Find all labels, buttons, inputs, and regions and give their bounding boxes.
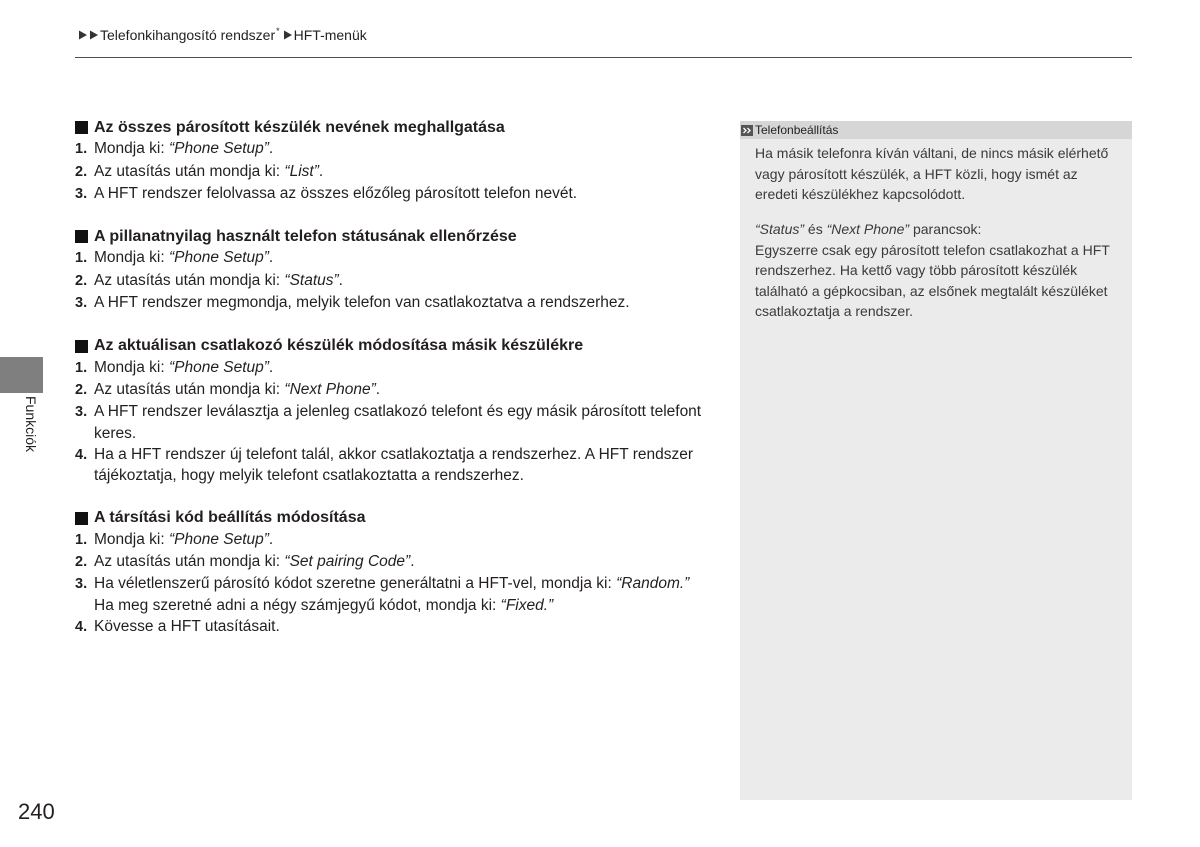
chapter-tab-marker xyxy=(0,357,43,393)
section-heading xyxy=(75,335,709,356)
voice-command: “Phone Setup” xyxy=(168,530,269,548)
step-text-part: . xyxy=(268,530,274,548)
step-text-part: Mondja ki: xyxy=(94,140,169,158)
chapter-tab-label: Funkciók xyxy=(23,396,39,453)
section-heading-text: Az aktuálisan csatlakozó készülék módosítása másik készülékre xyxy=(94,337,584,355)
sidebar-note xyxy=(740,121,1132,800)
step-text xyxy=(94,247,708,268)
step-list xyxy=(75,529,709,638)
section-change-pairing-code xyxy=(75,507,709,638)
step-item xyxy=(75,529,709,551)
step-text-part: Mondja ki: xyxy=(94,530,169,548)
step-text-part: Mondja ki: xyxy=(94,249,169,267)
step-text-part: . xyxy=(375,380,381,398)
square-bullet-icon xyxy=(75,512,88,525)
step-item xyxy=(75,444,709,487)
step-number: 1. xyxy=(75,359,88,376)
main-content xyxy=(75,117,709,638)
section-listen-paired-phones xyxy=(75,117,709,205)
reference-arrow-icon xyxy=(741,125,753,136)
step-text-part: Kövesse a HFT utasításait. xyxy=(94,617,280,635)
step-number: 3. xyxy=(75,295,88,312)
step-text xyxy=(94,573,708,616)
step-text-part: Ha a HFT rendszer új telefont talál, akkor csatlakoztatja a rendszerhez. A HFT rendszer tájékoztatja, hogy melyik telefont csatlakoztatta a rendszerhez. xyxy=(94,445,694,485)
breadcrumb xyxy=(78,26,367,44)
breadcrumb-asterisk: * xyxy=(276,26,280,36)
step-item xyxy=(75,379,709,401)
header-divider xyxy=(75,57,1132,58)
step-text xyxy=(94,616,708,637)
step-number: 1. xyxy=(75,250,88,267)
step-item xyxy=(75,292,709,314)
step-text-part: Mondja ki: xyxy=(94,358,169,376)
breadcrumb-arrow-icon xyxy=(283,30,293,40)
step-text xyxy=(94,357,708,378)
step-text xyxy=(94,401,708,444)
step-text-part: A HFT rendszer felolvassa az összes előzőleg párosított telefon nevét. xyxy=(94,184,578,202)
step-text-part: Az utasítás után mondja ki: xyxy=(94,162,285,180)
step-text-part: . xyxy=(410,553,415,571)
step-number: 1. xyxy=(75,531,88,548)
step-number: 3. xyxy=(75,576,88,593)
sidebar-text-part: parancsok: xyxy=(909,221,982,237)
section-change-connected-phone xyxy=(75,335,709,486)
voice-command: “Phone Setup” xyxy=(168,358,269,376)
step-text-part: Az utasítás után mondja ki: xyxy=(94,271,285,289)
sidebar-paragraph: Ha másik telefonra kíván váltani, de nincs másik elérhető vagy párosított készülék, a HFT közli, hogy ismét az eredeti készülékhez kapcsolódott. xyxy=(755,145,1109,202)
step-text xyxy=(94,138,708,159)
step-number: 2. xyxy=(75,272,88,289)
step-item xyxy=(75,183,709,205)
square-bullet-icon xyxy=(75,340,88,353)
step-text xyxy=(94,292,708,313)
sidebar-title: Telefonbeállítás xyxy=(755,123,839,137)
voice-command: “Next Phone” xyxy=(826,221,910,237)
step-text xyxy=(94,270,708,291)
step-number: 1. xyxy=(75,141,88,158)
step-text xyxy=(94,529,708,550)
step-text-part: A HFT rendszer megmondja, melyik telefon van csatlakoztatva a rendszerhez. xyxy=(94,294,630,312)
breadcrumb-parent: Telefonkihangosító rendszer xyxy=(100,27,276,43)
breadcrumb-arrow-icon xyxy=(78,30,88,40)
step-text xyxy=(94,444,708,487)
step-item xyxy=(75,616,709,638)
voice-command: “Random.” xyxy=(616,575,690,593)
step-number: 4. xyxy=(75,618,88,635)
step-number: 3. xyxy=(75,404,88,421)
sidebar-body xyxy=(740,139,1132,322)
step-item xyxy=(75,138,709,160)
section-heading xyxy=(75,117,709,138)
sidebar-paragraph: Egyszerre csak egy párosított telefon csatlakozhat a HFT rendszerhez. Ha kettő vagy több párosított készülék található a gépkocsiban, az elsőnek megtalált készüléket csatlakoztatja a rendszer. xyxy=(755,241,1110,319)
square-bullet-icon xyxy=(75,230,88,243)
step-list xyxy=(75,357,709,487)
step-number: 2. xyxy=(75,381,88,398)
step-text-part: . xyxy=(268,249,274,267)
step-text-part: Az utasítás után mondja ki: xyxy=(94,380,285,398)
step-item xyxy=(75,573,709,616)
voice-command: “Phone Setup” xyxy=(168,249,269,267)
voice-command: “Next Phone” xyxy=(284,380,376,398)
step-text-part: Az utasítás után mondja ki: xyxy=(94,553,285,571)
step-number: 3. xyxy=(75,185,88,202)
section-heading xyxy=(75,226,709,247)
step-item xyxy=(75,401,709,444)
sidebar-text-part: és xyxy=(804,221,827,237)
step-number: 4. xyxy=(75,446,88,463)
step-text-part: A HFT rendszer leválasztja a jelenleg csatlakozó telefont és egy másik párosított telefont keres. xyxy=(94,403,702,442)
step-number: 2. xyxy=(75,554,88,571)
section-heading-text: A pillanatnyilag használt telefon státusának ellenőrzése xyxy=(94,228,517,246)
step-text-part: . xyxy=(318,162,324,180)
step-item xyxy=(75,247,709,269)
page-number: 240 xyxy=(18,799,55,824)
sidebar-header xyxy=(740,121,1132,139)
voice-command: “List” xyxy=(284,162,319,180)
step-list xyxy=(75,138,709,205)
step-text xyxy=(94,183,708,204)
step-text-part: . xyxy=(338,271,343,289)
square-bullet-icon xyxy=(75,121,88,134)
voice-command: “Fixed.” xyxy=(500,596,554,614)
step-number: 2. xyxy=(75,163,88,180)
step-text-part: Ha véletlenszerű párosító kódot szeretne generáltatni a HFT-vel, mondja ki: xyxy=(94,575,617,593)
voice-command: “Phone Setup” xyxy=(168,140,269,158)
section-heading xyxy=(75,507,709,528)
step-text xyxy=(94,551,708,572)
step-item xyxy=(75,270,709,292)
step-item xyxy=(75,161,709,183)
breadcrumb-arrow-icon xyxy=(89,30,99,40)
section-heading-text: A társítási kód beállítás módosítása xyxy=(94,509,366,527)
step-text xyxy=(94,379,708,400)
section-heading-text: Az összes párosított készülék nevének meghallgatása xyxy=(94,119,505,136)
step-text-part: . xyxy=(268,358,274,376)
section-check-phone-status xyxy=(75,226,709,314)
step-text-part: Ha meg szeretné adni a négy számjegyű kódot, mondja ki: xyxy=(94,596,501,614)
breadcrumb-current: HFT-menük xyxy=(293,27,367,43)
step-item xyxy=(75,551,709,573)
voice-command: “Set pairing Code” xyxy=(284,553,411,571)
step-text xyxy=(94,161,708,182)
step-text-part: . xyxy=(268,140,274,158)
sidebar-commands-line xyxy=(755,219,1117,240)
voice-command: “Status” xyxy=(755,221,805,237)
step-item xyxy=(75,357,709,379)
step-list xyxy=(75,247,709,314)
voice-command: “Status” xyxy=(284,271,339,289)
